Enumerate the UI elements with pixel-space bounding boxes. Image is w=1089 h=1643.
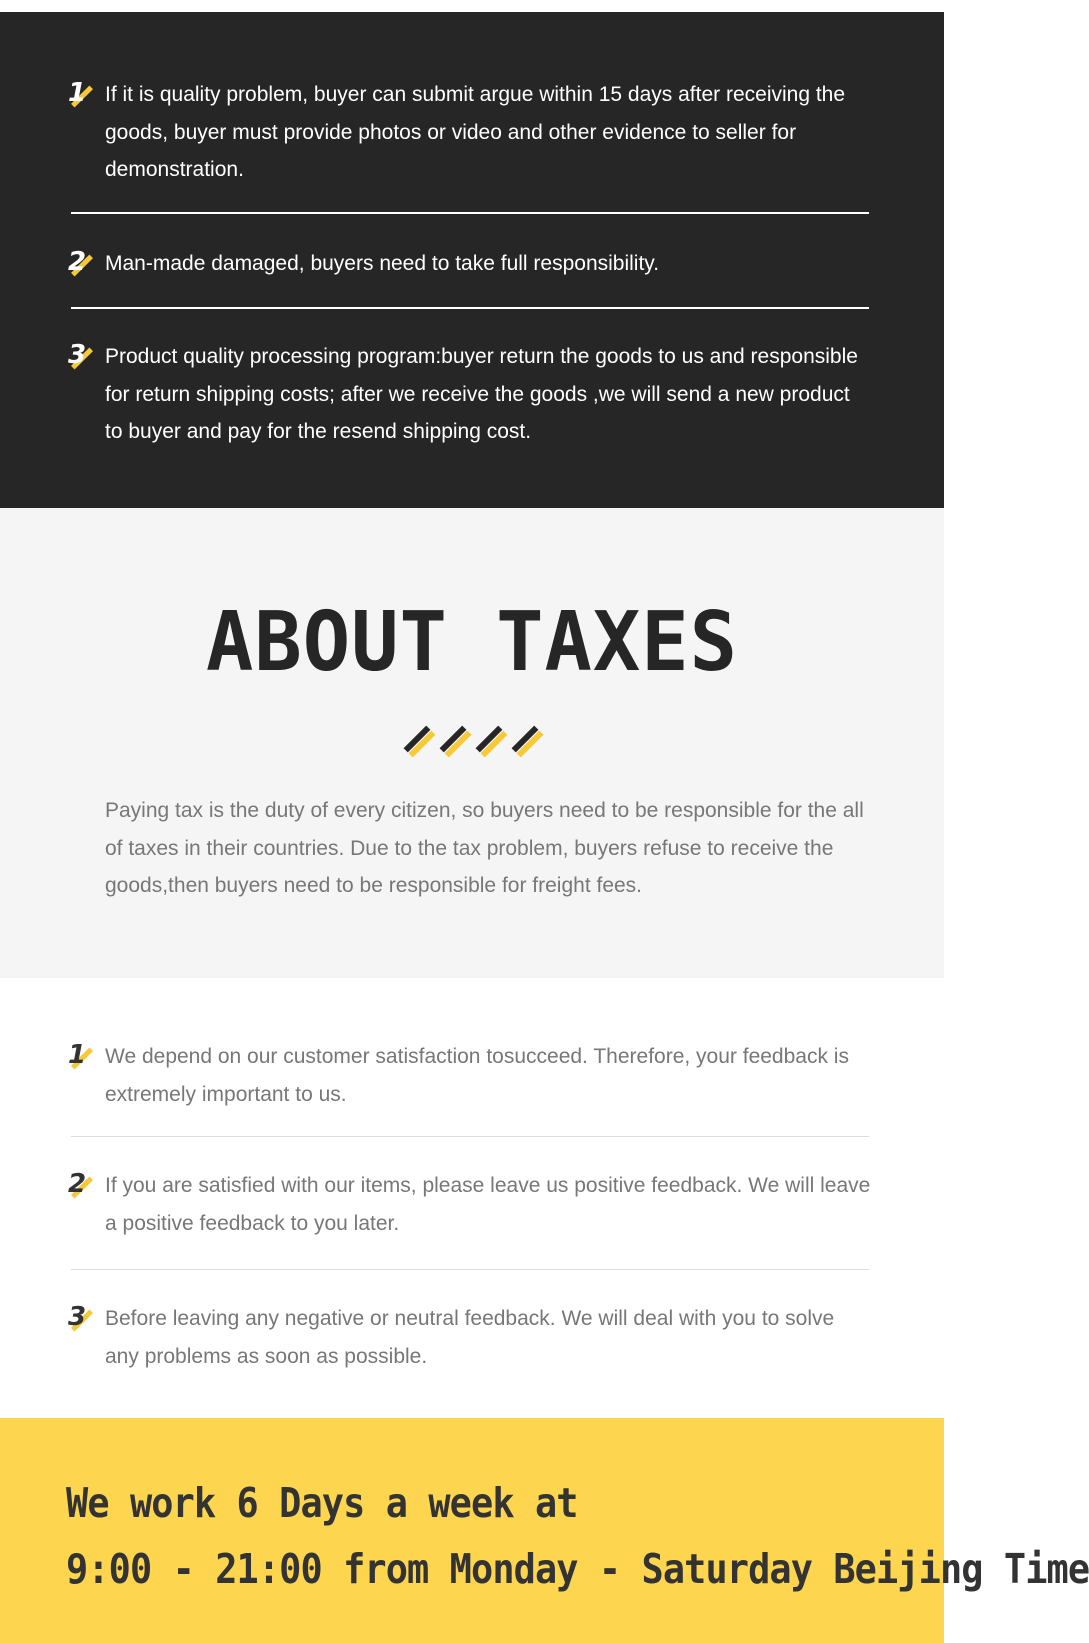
item-number: 1: [68, 1040, 87, 1070]
feedback-item-text: If you are satisfied with our items, please leave us positive feedback. We will leave a positive feedback to you later.: [105, 1174, 871, 1235]
number-badge-1: [68, 80, 98, 110]
quality-policy-section: [0, 12, 944, 508]
slash-mark-icon: [401, 726, 431, 756]
feedback-item-3: [68, 1300, 872, 1376]
feedback-item-text: We depend on our customer satisfaction tosucceed. Therefore, your feedback is extremely important to us.: [105, 1045, 849, 1106]
number-badge-2: [68, 249, 98, 279]
quality-item-text: Product quality processing program:buyer return the goods to us and responsible for return shipping costs; after we receive the goods ,we will send a new product to buyer and pay for the resend shipping cost.: [105, 345, 858, 443]
quality-item-text: Man-made damaged, buyers need to take full responsibility.: [105, 252, 660, 275]
item-number: 3: [68, 1302, 87, 1332]
feedback-item-2: [68, 1167, 872, 1247]
quality-item-1: [68, 76, 872, 188]
quality-item-2: [68, 245, 872, 285]
hours-line-1: We work 6 Days a week at: [66, 1479, 578, 1527]
slash-mark-icon: [509, 726, 539, 756]
number-badge-3: [68, 342, 98, 372]
number-badge-2: [68, 1171, 98, 1201]
about-taxes-section: [0, 508, 944, 978]
quality-item-3: [68, 338, 872, 451]
taxes-text: Paying tax is the duty of every citizen, so buyers need to be responsible for the all of taxes in their countries. Due to the tax problem, buyers refuse to receive the goods,then buyers need to be responsible for freight fees.: [105, 799, 864, 897]
item-number: 2: [68, 1169, 87, 1199]
item-number: 1: [68, 78, 87, 108]
decorative-slash-divider: [401, 726, 541, 756]
divider: [71, 212, 869, 214]
item-number: 2: [68, 247, 87, 277]
slash-mark-icon: [473, 726, 503, 756]
working-hours-banner: [0, 1418, 1089, 1643]
divider: [71, 1269, 869, 1270]
item-number: 3: [68, 340, 87, 370]
divider: [71, 307, 869, 309]
number-badge-1: [68, 1042, 98, 1072]
hours-line-2: 9:00 - 21:00 from Monday - Saturday Beijing Time: [66, 1545, 1089, 1593]
top-strip: [0, 0, 944, 12]
feedback-item-1: [68, 1038, 872, 1118]
feedback-item-text: Before leaving any negative or neutral feedback. We will deal with you to solve any problems as soon as possible.: [105, 1307, 835, 1368]
quality-item-text: If it is quality problem, buyer can submit argue within 15 days after receiving the goods, buyer must provide photos or video and other evidence to seller for demonstration.: [105, 83, 846, 181]
number-badge-3: [68, 1304, 98, 1334]
section-title: ABOUT TAXES: [206, 595, 738, 690]
divider: [71, 1136, 869, 1137]
slash-mark-icon: [437, 726, 467, 756]
feedback-section: [0, 978, 944, 1418]
